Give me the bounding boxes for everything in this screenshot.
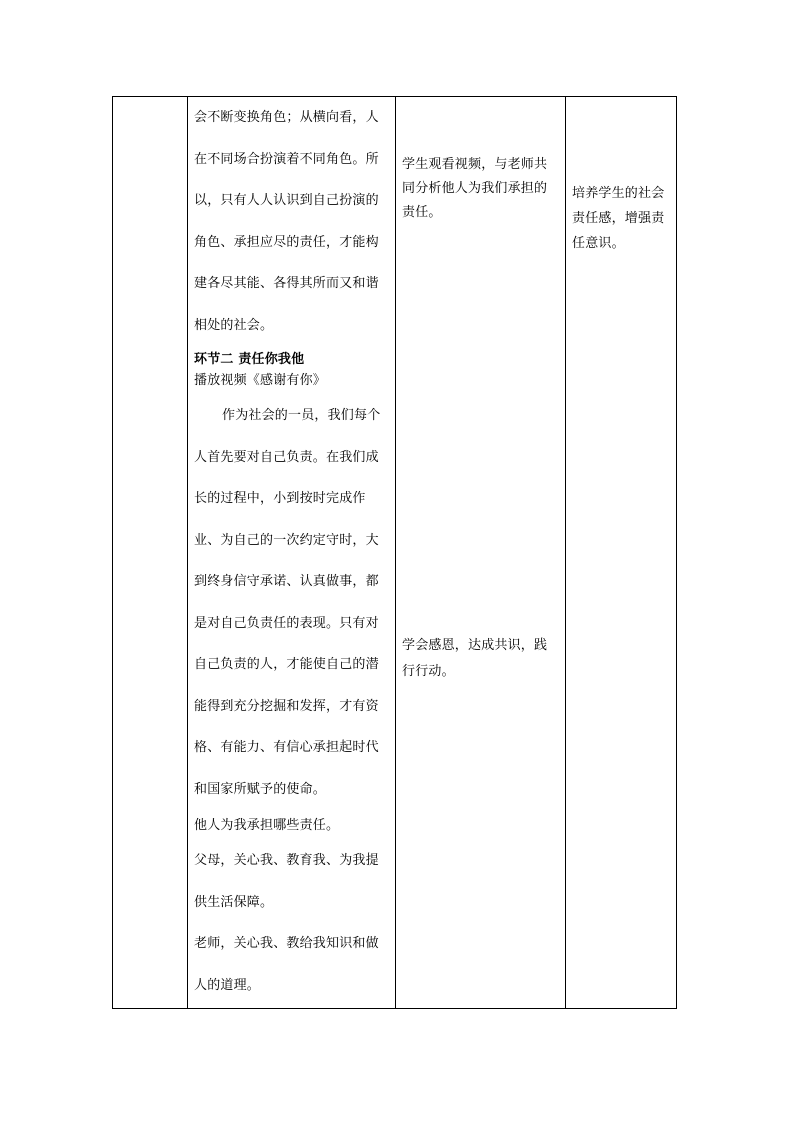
student-activity-2: 学会感恩，达成共识，践行行动。	[402, 638, 548, 679]
role-paragraph: 会不断变换角色；从横向看，人在不同场合扮演着不同角色。所以，只有人人认识到自己扮演的角色、承担应尽的责任，才能构建各尽其能、各得其所而又和谐相处的社会。	[194, 110, 379, 333]
others-title: 他人为我承担哪些责任。	[194, 818, 340, 833]
lesson-plan-table	[112, 96, 677, 1009]
student-activity-cell	[395, 97, 565, 1008]
video-line: 播放视频《感谢有你》	[194, 373, 327, 388]
teaching-content-cell	[187, 97, 395, 1008]
design-intent-cell	[565, 97, 678, 1008]
section-title: 环节二 责任你我他	[194, 352, 305, 367]
design-intent-1: 培养学生的社会责任感，增强责任意识。	[572, 186, 665, 251]
stage-column-cell	[113, 97, 187, 1008]
responsibility-paragraph: 作为社会的一员，我们每个人首先要对自己负责。在我们成长的过程中，小到按时完成作业、为自己的一次约定守时，大到终身信守承诺、认真做事，都是对自己负责任的表现。只有对自己负责的人，才能使自己的潜能得到充分挖掘和发挥，才有资格、有能力、有信心承担起时代和国家所赋予的使命。	[194, 408, 381, 797]
parents-paragraph: 父母，关心我、教育我、为我提供生活保障。	[194, 853, 379, 910]
student-activity-1: 学生观看视频，与老师共同分析他人为我们承担的责任。	[402, 157, 548, 220]
teacher-paragraph: 老师，关心我、教给我知识和做人的道理。	[194, 936, 379, 993]
